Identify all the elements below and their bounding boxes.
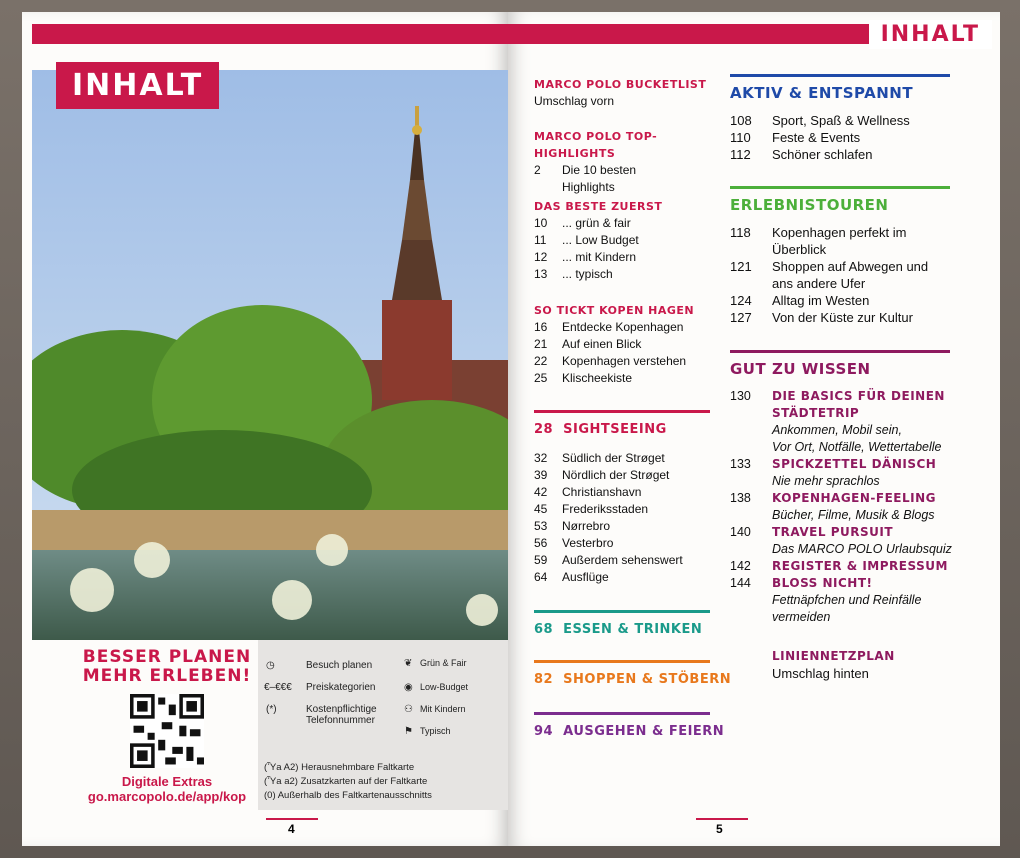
digital-extras-label: Digitale Extras xyxy=(121,774,213,789)
list-item[interactable]: 121 Shoppen auf Abwegen und xyxy=(730,259,929,274)
wissen-list xyxy=(730,388,970,626)
section-heading: DAS BESTE ZUERST xyxy=(534,200,663,213)
family-icon: ⚇ xyxy=(404,704,413,715)
list-item[interactable]: 144 BLOSS NICHT! xyxy=(730,576,873,590)
phone-symbol: (*) xyxy=(266,704,277,715)
list-item: Nie mehr sprachlos xyxy=(772,474,880,488)
aktiv-heading[interactable]: AKTIV & ENTSPANNT xyxy=(730,84,914,102)
section-rule xyxy=(534,660,710,663)
legend-label: Kostenpflichtige Telefonnummer xyxy=(306,704,377,726)
section-sub: Umschlag hinten xyxy=(772,666,869,681)
legend-box xyxy=(258,640,508,810)
aktiv-list xyxy=(730,112,960,163)
qr-code-icon[interactable] xyxy=(125,694,209,768)
list-item[interactable]: 42 Christianshavn xyxy=(534,485,642,499)
church-photo xyxy=(32,70,508,640)
legend-label: Grün & Fair xyxy=(420,658,467,668)
touren-list xyxy=(730,224,960,326)
list-item: STÄDTETRIP xyxy=(772,406,860,420)
page-title: INHALT xyxy=(869,20,992,49)
section-rule xyxy=(730,350,950,353)
list-item[interactable]: 142 REGISTER & IMPRESSUM xyxy=(730,559,948,573)
list-item[interactable]: 32 Südlich der Strøget xyxy=(534,451,665,465)
list-item[interactable]: 12 ... mit Kindern xyxy=(534,250,637,264)
leaf-icon: ❦ xyxy=(404,658,413,669)
section-sub: Umschlag vorn xyxy=(534,94,615,108)
list-item[interactable]: 64 Ausflüge xyxy=(534,570,609,584)
promo-line1: BESSER PLANEN xyxy=(82,647,252,667)
list-item[interactable]: 133 SPICKZETTEL DÄNISCH xyxy=(730,457,937,471)
so-tickt-section xyxy=(534,302,714,387)
sightseeing-heading[interactable]: 28 SIGHTSEEING xyxy=(534,422,667,437)
list-item[interactable]: 130 DIE BASICS FÜR DEINEN xyxy=(730,389,945,403)
page-number-rule xyxy=(696,818,748,820)
map-note: (0) Außerhalb des Faltkartenausschnitts xyxy=(264,790,432,801)
essen-heading[interactable]: 68 ESSEN & TRINKEN xyxy=(534,622,703,637)
section-rule xyxy=(534,410,710,413)
list-item: vermeiden xyxy=(772,610,831,624)
list-item[interactable]: 118 Kopenhagen perfekt im xyxy=(730,225,907,240)
list-item: Ankommen, Mobil sein, xyxy=(772,423,902,437)
list-item[interactable]: 13 ... typisch xyxy=(534,267,613,281)
list-item[interactable]: 108 Sport, Spaß & Wellness xyxy=(730,113,910,128)
list-item[interactable]: 53 Nørrebro xyxy=(534,519,611,533)
piggy-icon: ◉ xyxy=(404,682,413,693)
section-rule xyxy=(730,186,950,189)
page-number: 5 xyxy=(716,822,723,836)
page-title: INHALT xyxy=(56,62,219,109)
sightseeing-list xyxy=(534,450,714,586)
section-rule xyxy=(534,610,710,613)
legend-label: Typisch xyxy=(420,726,451,736)
section-rule xyxy=(730,74,950,77)
flag-icon: ⚑ xyxy=(404,726,413,737)
list-item[interactable]: 25 Klischeekiste xyxy=(534,371,633,385)
list-item: Highlights xyxy=(562,180,615,194)
top-highlights-section xyxy=(534,128,714,196)
list-item: Fettnäpfchen und Reinfälle xyxy=(772,593,922,607)
section-rule xyxy=(534,712,710,715)
map-note: (Ὗa A2) Herausnehmbare Faltkarte xyxy=(264,762,415,773)
legend-label: Preiskategorien xyxy=(306,682,376,693)
bucketlist-section xyxy=(534,76,714,110)
ausgehen-heading[interactable]: 94 AUSGEHEN & FEIERN xyxy=(534,724,725,739)
list-item: Bücher, Filme, Musik & Blogs xyxy=(772,508,935,522)
list-item[interactable]: 124 Alltag im Westen xyxy=(730,293,870,308)
extras-url-link[interactable]: go.marcopolo.de/app/kop xyxy=(87,789,247,804)
shoppen-heading[interactable]: 82 SHOPPEN & STÖBERN xyxy=(534,672,732,687)
page-number: 4 xyxy=(288,822,295,836)
list-item[interactable]: 59 Außerdem sehenswert xyxy=(534,553,683,567)
promo-block xyxy=(82,648,252,804)
list-item[interactable]: 56 Vesterbro xyxy=(534,536,614,550)
promo-line2: MEHR ERLEBEN! xyxy=(82,666,252,686)
legend-label: Besuch planen xyxy=(306,660,373,671)
list-item[interactable]: 138 KOPENHAGEN-FEELING xyxy=(730,491,936,505)
list-item[interactable]: 22 Kopenhagen verstehen xyxy=(534,354,687,368)
list-item[interactable]: 45 Frederiksstaden xyxy=(534,502,649,516)
list-item[interactable]: 16 Entdecke Kopenhagen xyxy=(534,320,684,334)
list-item: Das MARCO POLO Urlaubsquiz xyxy=(772,542,952,556)
list-item: ans andere Ufer xyxy=(772,276,866,291)
touren-heading[interactable]: ERLEBNISTOUREN xyxy=(730,196,889,214)
list-item[interactable]: 110 Feste & Events xyxy=(730,130,861,145)
list-item[interactable]: 10 ... grün & fair xyxy=(534,216,631,230)
plan-section[interactable] xyxy=(772,648,972,682)
beste-zuerst-section xyxy=(534,198,714,283)
list-item[interactable]: 140 TRAVEL PURSUIT xyxy=(730,525,894,539)
list-item: Vor Ort, Notfälle, Wettertabelle xyxy=(772,440,942,454)
list-item[interactable]: 127 Von der Küste zur Kultur xyxy=(730,310,913,325)
price-symbol: €–€€€ xyxy=(264,682,292,693)
left-page xyxy=(22,12,508,846)
list-item[interactable]: 21 Auf einen Blick xyxy=(534,337,642,351)
right-page xyxy=(508,12,1000,846)
page-number-rule xyxy=(266,818,318,820)
list-item[interactable]: 2 Die 10 besten xyxy=(534,163,637,177)
list-item[interactable]: 112 Schöner schlafen xyxy=(730,147,873,162)
map-note: (Ὗa a2) Zusatzkarten auf der Faltkarte xyxy=(264,776,428,787)
list-item[interactable]: 11 ... Low Budget xyxy=(534,233,639,247)
section-heading: LINIENNETZPLAN xyxy=(772,649,895,663)
legend-label: Low-Budget xyxy=(420,682,469,692)
top-accent-bar xyxy=(32,24,508,44)
wissen-heading[interactable]: GUT ZU WISSEN xyxy=(730,360,871,378)
section-heading: MARCO POLO TOP-HIGHLIGHTS xyxy=(534,130,658,160)
legend-label: Mit Kindern xyxy=(420,704,466,714)
section-heading: MARCO POLO BUCKETLIST xyxy=(534,78,707,91)
list-item[interactable]: 39 Nördlich der Strøget xyxy=(534,468,670,482)
list-item: Überblick xyxy=(772,242,827,257)
section-heading: SO TICKT KOPEN HAGEN xyxy=(534,304,695,317)
clock-icon: ◷ xyxy=(266,660,275,671)
